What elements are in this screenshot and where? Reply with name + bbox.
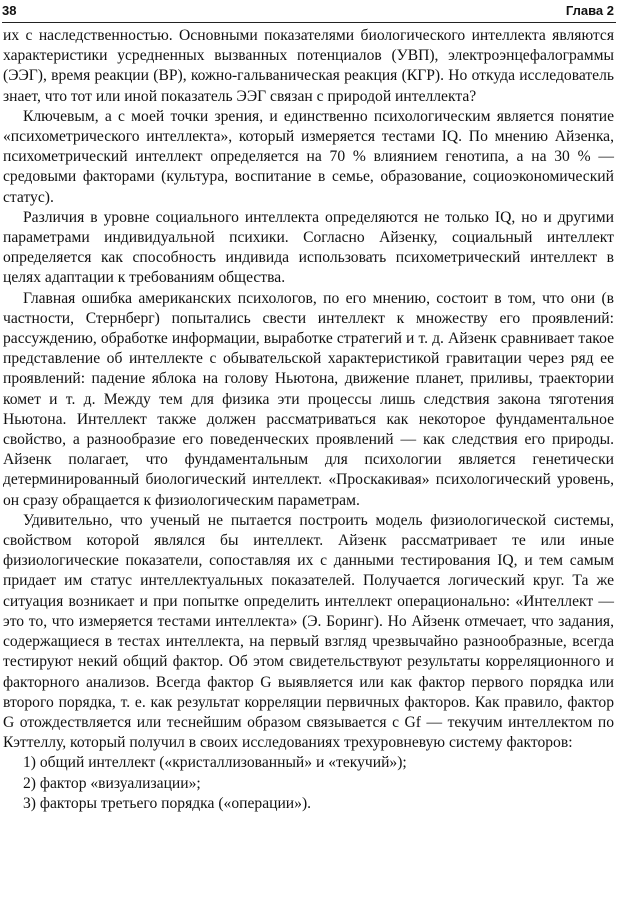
page-header xyxy=(2,0,616,23)
paragraph-2: Ключевым, а с моей точки зрения, и единственно психологическим является понятие «психометрического интеллекта», который измеряется тестами IQ. По мнению Айзенка, психометрический интеллект определяется на 70 % влиянием генотипа, а на 30 % — средовыми факторами (культура, воспитание в семье, образование, социоэкономический статус). xyxy=(3,107,614,206)
list-item: 1) общий интеллект («кристаллизованный» и «текучий»); xyxy=(23,754,407,772)
list-item: 3) факторы третьего порядка («операции»). xyxy=(23,794,312,812)
chapter-title: Глава 2 xyxy=(565,3,614,18)
page-number: 38 xyxy=(2,3,17,18)
paragraph-3: Различия в уровне социального интеллекта определяются не только IQ, но и другими параметрами индивидуальной психики. Согласно Айзенку, социальный интеллект определяется как способность индивида использовать психометрический интеллект в целях адаптации к требованиям общества. xyxy=(3,208,614,287)
body-text xyxy=(3,26,614,814)
paragraph-4: Главная ошибка американских психологов, по его мнению, состоит в том, что они (в частности, Стернберг) попытались свести интеллект к множеству его проявлений: рассуждению, обработке информации, выработке стратегий и т. д. Айзенк сравнивает такое представление об интеллекте с обывательской характеристикой гравитации через ряд ее проявлений: падение яблока на голову Ньютона, движение планет, приливы, траектории комет и т. д. Между тем для физика эти процессы лишь следствия закона тяготения Ньютона. Интеллект также должен рассматриваться как некоторое фундаментальное свойство, а разнообразие его поведенческих проявлений — как следствия его природы. Айзенк полагает, что фундаментальным для психологии является генетически детерминированный биологический интеллект. «Проскакивая» психологический уровень, он сразу обращается к физиологическим параметрам. xyxy=(3,289,614,509)
factor-list xyxy=(3,753,614,814)
paragraph-5: Удивительно, что ученый не пытается построить модель физиологической системы, свойством которой являлся бы интеллект. Айзенк рассматривает те или иные физиологические показатели, сопоставляя их с данными тестирования IQ, и тем самым придает им статус интеллектуальных показателей. Получается логический круг. Та же ситуация возникает и при попытке определить интеллект операционально: «Интеллект — это то, что измеряется тестами интеллекта» (Э. Боринг). Но Айзенк отмечает, что задания, содержащиеся в тестах интеллекта, на первый взгляд чрезвычайно разнообразные, всегда тестируют некий общий фактор. Об этом свидетельствуют результаты корреляционного и факторного анализов. Всегда фактор G выявляется или как фактор первого порядка или второго порядка, т. е. как результат корреляции первичных факторов. Как правило, фактор G отождествляется или теснейшим образом связывается с Gf — текучим интеллектом по Кэттеллу, который получил в своих исследованиях трехуровневую систему факторов: xyxy=(3,511,614,752)
paragraph-1: их с наследственностью. Основными показателями биологического интеллекта являются характеристики усредненных вызванных потенциалов (УВП), электроэнцефалограммы (ЭЭГ), время реакции (ВР), кожно-гальваническая реакция (КГР). Но откуда исследователь знает, что тот или иной показатель ЭЭГ связан с природой интеллекта? xyxy=(3,27,614,105)
list-item: 2) фактор «визуализации»; xyxy=(23,774,201,792)
